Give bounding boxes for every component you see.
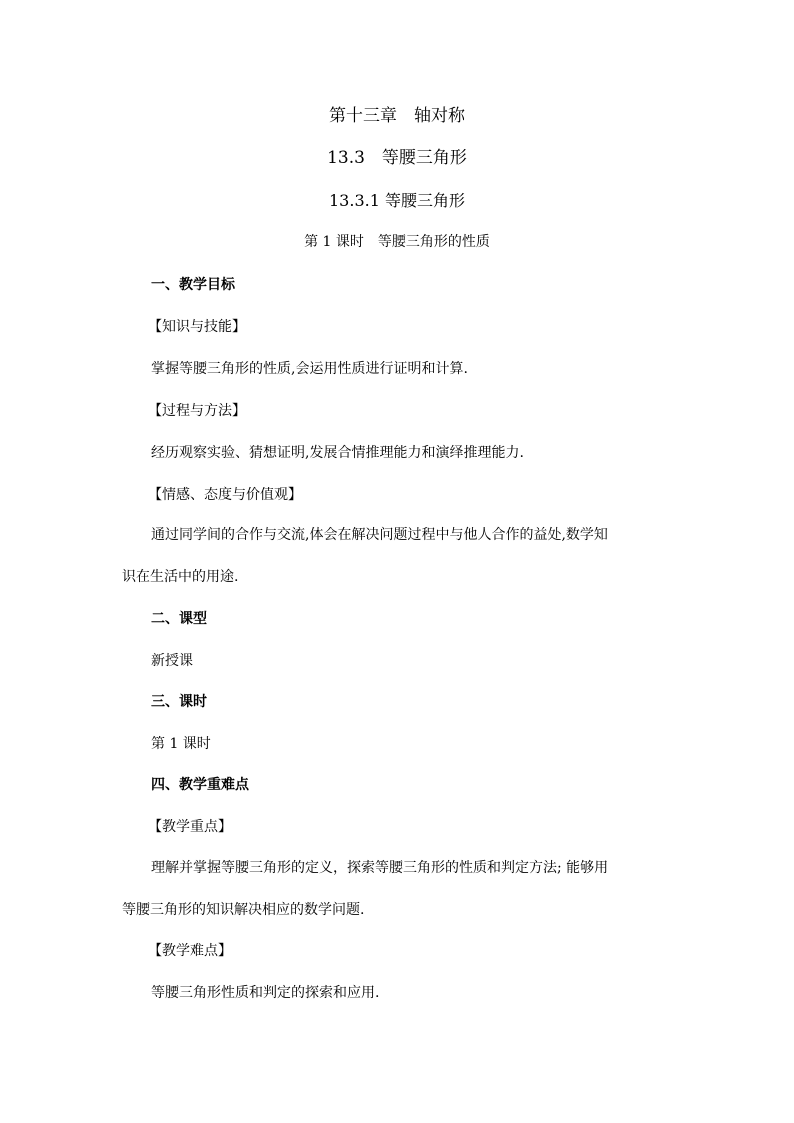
chapter-title: 第十三章 轴对称 (329, 106, 465, 126)
knowledge-text: 掌握等腰三角形的性质,会运用性质进行证明和计算. (151, 361, 468, 377)
key-points-heading: 四、教学重难点 (151, 777, 249, 793)
difficulty-text: 等腰三角形性质和判定的探索和应用. (151, 985, 380, 1001)
section-title: 13.3 等腰三角形 (327, 148, 467, 168)
process-text: 经历观察实验、猜想证明,发展合情推理能力和演绎推理能力. (151, 445, 524, 461)
focus-text-line1: 理解并掌握等腰三角形的定义，探索等腰三角形的性质和判定方法; 能够用 (151, 860, 609, 876)
lesson-type-text: 新授课 (151, 653, 193, 669)
focus-text-line2: 等腰三角形的知识解决相应的数学问题. (122, 902, 365, 918)
lesson-title: 第 1 课时 等腰三角形的性质 (304, 234, 490, 250)
difficulty-label: 【教学难点】 (148, 943, 232, 959)
emotion-label: 【情感、态度与价值观】 (148, 487, 302, 503)
focus-label: 【教学重点】 (148, 819, 232, 835)
objectives-heading: 一、教学目标 (151, 277, 235, 293)
process-label: 【过程与方法】 (148, 403, 246, 419)
emotion-text-line1: 通过同学间的合作与交流,体会在解决问题过程中与他人合作的益处,数学知 (151, 527, 608, 543)
periods-heading: 三、课时 (151, 694, 207, 710)
lesson-type-heading: 二、课型 (151, 611, 207, 627)
subsection-title: 13.3.1 等腰三角形 (329, 191, 465, 210)
knowledge-label: 【知识与技能】 (148, 319, 246, 335)
emotion-text-line2: 识在生活中的用途. (122, 569, 239, 585)
periods-text: 第 1 课时 (151, 736, 211, 752)
